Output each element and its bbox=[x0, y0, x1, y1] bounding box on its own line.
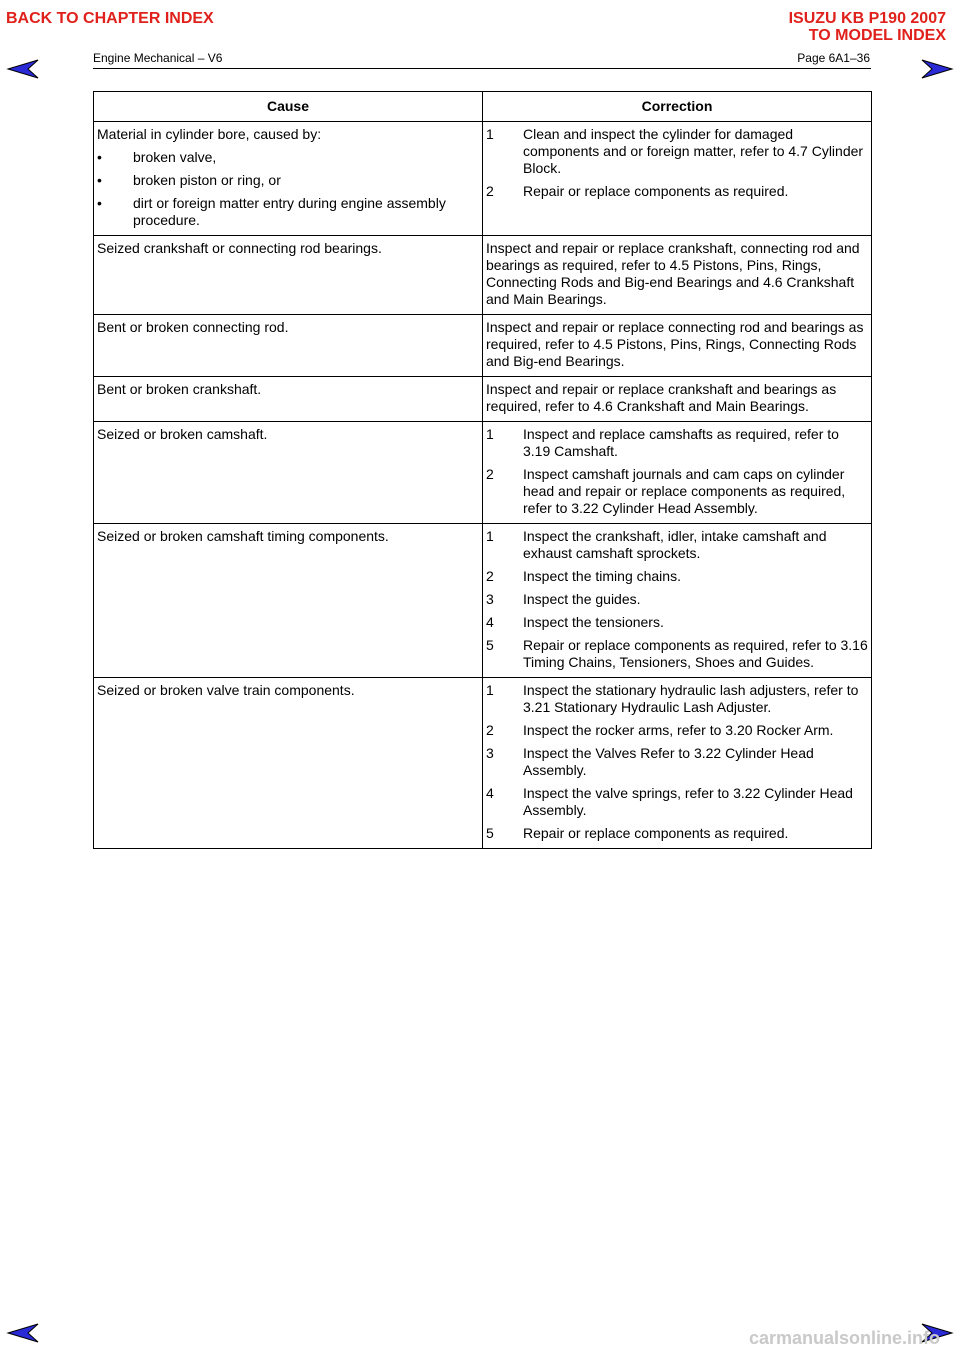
step-item: 3 Inspect the guides. bbox=[486, 591, 641, 607]
back-to-chapter-index-link[interactable]: BACK TO CHAPTER INDEX bbox=[6, 10, 214, 27]
step-item: 1 Inspect the crankshaft, idler, intake camshaft and exhaust camshaft sprockets. bbox=[486, 528, 827, 561]
cause-cell: Bent or broken connecting rod. bbox=[94, 315, 483, 377]
header-rule bbox=[93, 68, 871, 69]
table-row bbox=[94, 678, 872, 849]
bullet-item: • dirt or foreign matter entry during engine assembly procedure. bbox=[97, 195, 446, 228]
cause-cell bbox=[94, 122, 483, 236]
bullet-item: • broken piston or ring, or bbox=[97, 172, 281, 188]
correction-cell: Inspect and repair or replace crankshaft and bearings as required, refer to 4.6 Crankshaft and Main Bearings. bbox=[483, 377, 872, 422]
table-row bbox=[94, 236, 872, 315]
step-item: 5 Repair or replace components as required. bbox=[486, 825, 789, 841]
step-item: 4 Inspect the tensioners. bbox=[486, 614, 664, 630]
step-item: 1 Clean and inspect the cylinder for damaged components and or foreign matter, refer to 4.7 Cylinder Block. bbox=[486, 126, 864, 176]
step-item: 2 Inspect the rocker arms, refer to 3.20 Rocker Arm. bbox=[486, 722, 834, 738]
bullet-icon: • bbox=[97, 195, 102, 211]
step-item: 3 Inspect the Valves Refer to 3.22 Cylinder Head Assembly. bbox=[486, 745, 814, 778]
model-name: ISUZU KB P190 2007 bbox=[788, 10, 946, 27]
cause-text: Material in cylinder bore, caused by: bbox=[97, 126, 322, 142]
step-item: 1 Inspect the stationary hydraulic lash adjusters, refer to 3.21 Stationary Hydraulic Lash Adjuster. bbox=[486, 682, 859, 715]
next-page-arrow-icon[interactable] bbox=[920, 58, 954, 80]
model-index-link[interactable] bbox=[789, 10, 946, 44]
bullet-icon: • bbox=[97, 149, 102, 165]
cause-column-header: Cause bbox=[94, 92, 483, 122]
correction-column-header: Correction bbox=[483, 92, 872, 122]
correction-cell: Inspect and repair or replace crankshaft, connecting rod and bearings as required, refer to 4.5 Pistons, Pins, Rings, Connecting Rods and Big-end Bearings and 4.6 Crankshaft and Main Bearings. bbox=[483, 236, 872, 315]
diagnosis-table bbox=[93, 91, 872, 849]
step-item: 2 Repair or replace components as required. bbox=[486, 183, 789, 199]
step-item: 4 Inspect the valve springs, refer to 3.22 Cylinder Head Assembly. bbox=[486, 785, 853, 818]
cause-cell: Seized or broken camshaft. bbox=[94, 422, 483, 524]
watermark: carmanualsonline.info bbox=[748, 1328, 940, 1348]
step-item: 5 Repair or replace components as required, refer to 3.16 Timing Chains, Tensioners, Shoes and Guides. bbox=[486, 637, 868, 670]
table-row bbox=[94, 422, 872, 524]
bullet-icon: • bbox=[97, 172, 102, 188]
to-model-index-label: TO MODEL INDEX bbox=[808, 27, 946, 44]
cause-cell: Bent or broken crankshaft. bbox=[94, 377, 483, 422]
correction-cell bbox=[483, 122, 872, 236]
table-row bbox=[94, 377, 872, 422]
page-number: Page 6A1–36 bbox=[797, 51, 870, 65]
table-row bbox=[94, 524, 872, 678]
prev-page-arrow-icon[interactable] bbox=[6, 1322, 40, 1344]
section-title: Engine Mechanical – V6 bbox=[93, 51, 223, 65]
table-row bbox=[94, 315, 872, 377]
step-item: 2 Inspect the timing chains. bbox=[486, 568, 681, 584]
step-item: 2 Inspect camshaft journals and cam caps on cylinder head and repair or replace components as required, refer to 3.22 Cylinder Head Assembly. bbox=[486, 466, 846, 516]
bullet-item: • broken valve, bbox=[97, 149, 217, 165]
cause-cell: Seized crankshaft or connecting rod bearings. bbox=[94, 236, 483, 315]
correction-cell bbox=[483, 524, 872, 678]
step-item: 1 Inspect and replace camshafts as required, refer to 3.19 Camshaft. bbox=[486, 426, 839, 459]
table-row bbox=[94, 122, 872, 236]
table-header-row bbox=[94, 92, 872, 122]
cause-cell: Seized or broken valve train components. bbox=[94, 678, 483, 849]
correction-cell bbox=[483, 678, 872, 849]
correction-cell bbox=[483, 422, 872, 524]
correction-cell: Inspect and repair or replace connecting rod and bearings as required, refer to 4.5 Pistons, Pins, Rings, Connecting Rods and Big-end Bearings. bbox=[483, 315, 872, 377]
cause-cell: Seized or broken camshaft timing components. bbox=[94, 524, 483, 678]
prev-page-arrow-icon[interactable] bbox=[6, 58, 40, 80]
